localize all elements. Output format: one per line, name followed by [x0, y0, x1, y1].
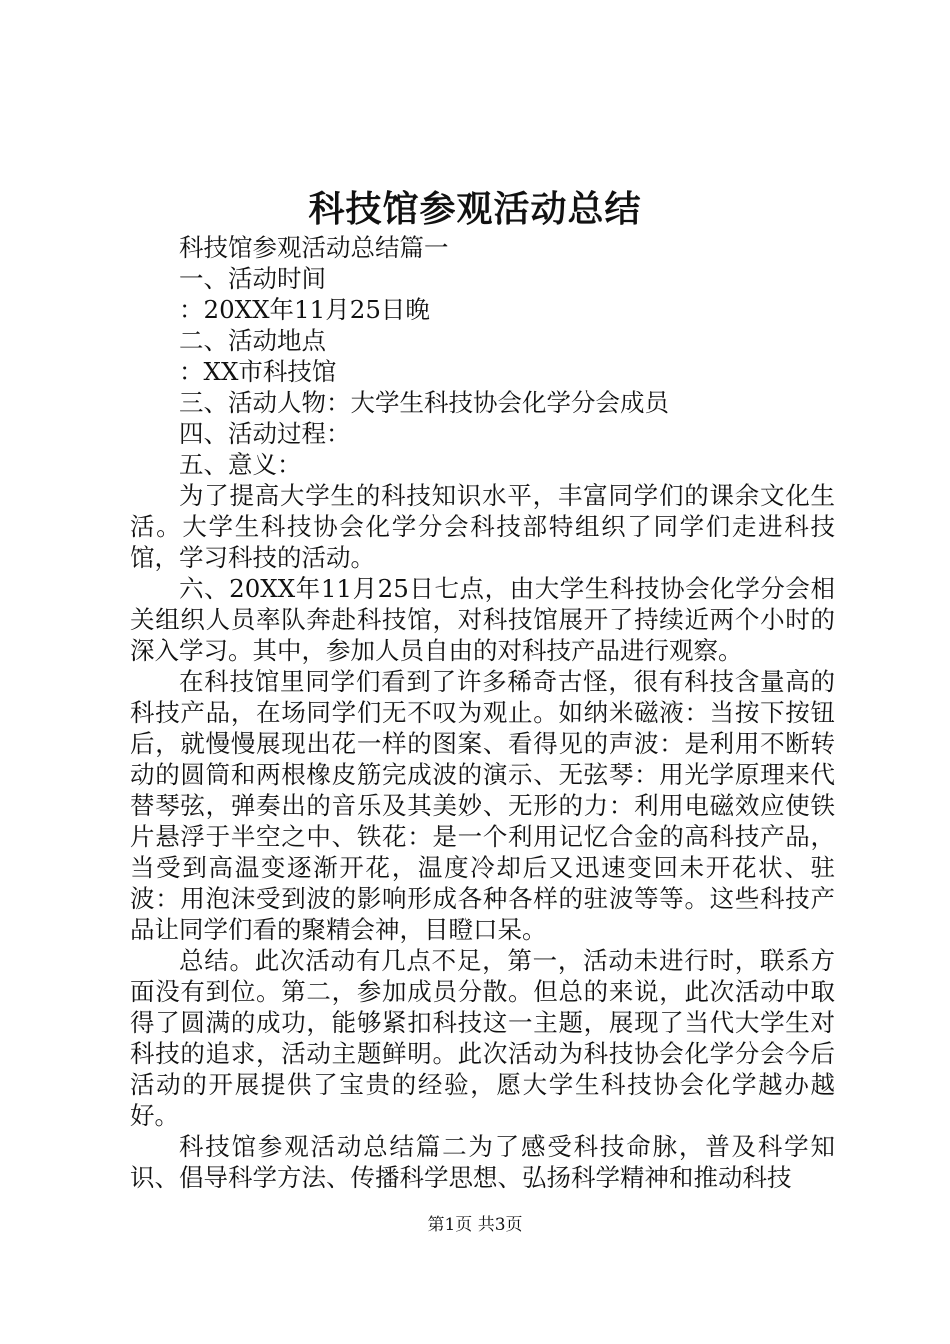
body-paragraph: 总结。此次活动有几点不足，第一，活动未进行时，联系方面没有到位。第二，参加成员分散。但总的来说，此次活动中取得了圆满的成功，能够紧扣科技这一主题，展现了当代大学生对科技的追求，活动主题鲜明。此次活动为科技协会化学分会今后活动的开展提供了宝贵的经验，愿大学生科技协会化学越办越好。	[130, 946, 835, 1130]
body-paragraph: 科技馆参观活动总结篇二为了感受科技命脉，普及科学知识、倡导科学方法、传播科学思想、弘扬科学精神和推动科技	[130, 1132, 835, 1192]
document-body	[130, 232, 835, 1193]
section-line: 一、活动时间	[179, 264, 326, 293]
section-line: 四、活动过程：	[179, 419, 351, 448]
body-paragraph: 在科技馆里同学们看到了许多稀奇古怪，很有科技含量高的科技产品，在场同学们无不叹为观止。如纳米磁液：当按下按钮后，就慢慢展现出花一样的图案、看得见的声波：是利用不断转动的圆筒和两根橡皮筋完成波的演示、无弦琴：用光学原理来代替琴弦，弹奏出的音乐及其美妙、无形的力：利用电磁效应使铁片悬浮于半空之中、铁花：是一个利用记忆合金的高科技产品，当受到高温变逐渐开花，温度冷却后又迅速变回未开花状、驻波：用泡沫受到波的影响形成各种各样的驻波等等。这些科技产品让同学们看的聚精会神，目瞪口呆。	[130, 667, 835, 944]
section-line: ：XX市科技馆	[179, 357, 337, 386]
section-line: 科技馆参观活动总结篇一	[179, 233, 449, 262]
section-line: 三、活动人物：大学生科技协会化学分会成员	[179, 388, 669, 417]
section-line: 五、意义：	[179, 450, 302, 479]
section-line: 二、活动地点	[179, 326, 326, 355]
body-paragraph: 为了提高大学生的科技知识水平，丰富同学们的课余文化生活。大学生科技协会化学分会科技部特组织了同学们走进科技馆，学习科技的活动。	[130, 481, 835, 572]
document-title: 科技馆参观活动总结	[308, 188, 642, 230]
body-paragraph: 六、20XX年11月25日七点，由大学生科技协会化学分会相关组织人员率队奔赴科技馆，对科技馆展开了持续近两个小时的深入学习。其中，参加人员自由的对科技产品进行观察。	[130, 574, 835, 665]
page-indicator: 第1页 共3页	[427, 1215, 523, 1235]
section-line: ：20XX年11月25日晚	[179, 295, 430, 324]
